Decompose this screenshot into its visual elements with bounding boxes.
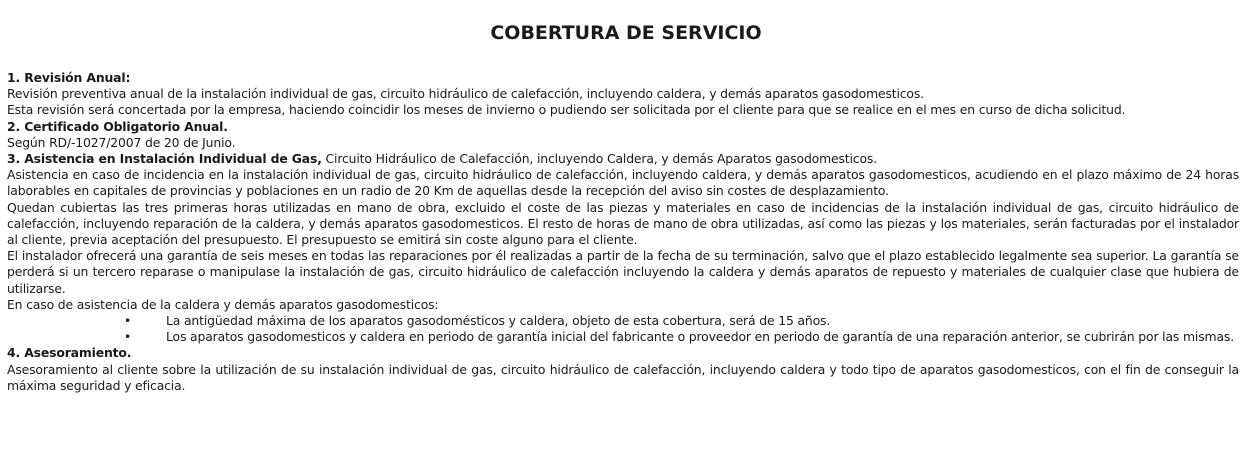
section-asesoramiento (7, 345, 1239, 394)
section-certificado-obligatorio (7, 119, 1239, 151)
section-asistencia (7, 151, 1239, 345)
title-spacer (7, 50, 1239, 70)
section-paragraph: Asistencia en caso de incidencia en la instalación individual de gas, circuito hidráulico de calefacción, incluyendo caldera, y demás aparatos gasodomesticos, acudiendo en el plazo máximo de 24 horas laborables en capitales de provincias y poblaciones en un radio de 20 Km de aquellas desde la recepción del aviso sin costes de desplazamiento. (7, 167, 1239, 199)
bullet-item (7, 313, 1239, 329)
section-heading-rest: Circuito Hidráulico de Calefacción, incluyendo Caldera, y demás Aparatos gasodomesticos. (321, 151, 877, 167)
document-title: COBERTURA DE SERVICIO (490, 22, 762, 44)
section-paragraph: Asesoramiento al cliente sobre la utilización de su instalación individual de gas, circuito hidráulico de calefacción, incluyendo caldera y todo tipo de aparatos gasodomesticos, con el fin de conseguir la máxima seguridad y eficacia. (7, 361, 1239, 393)
section-paragraph: Revisión preventiva anual de la instalación individual de gas, circuito hidráulico de calefacción, incluyendo caldera, y demás aparatos gasodomesticos. (7, 86, 924, 102)
section-heading: 2. Certificado Obligatorio Anual. (7, 118, 228, 134)
section-revision-anual (7, 70, 1239, 119)
document-page (7, 0, 1239, 394)
section-heading: 4. Asesoramiento. (7, 345, 132, 361)
section-heading-bold: 3. Asistencia en Instalación Individual de Gas, (7, 151, 322, 167)
bullet-text: La antigüedad máxima de los aparatos gasodomésticos y caldera, objeto de esta cobertura, será de 15 años. (166, 313, 831, 329)
section-heading: 1. Revisión Anual: (7, 70, 131, 85)
section-paragraph: Esta revisión será concertada por la empresa, haciendo coincidir los meses de invierno o pudiendo ser solicitada por el cliente para que se realice en el mes en curso de dicha solicitud. (7, 102, 1126, 118)
bullet-icon: • (124, 313, 132, 329)
section-paragraph: Quedan cubiertas las tres primeras horas utilizadas en mano de obra, excluido el coste de las piezas y materiales en caso de incidencias de la instalación individual de gas, circuito hidráulico de calefacción, incluyendo reparación de la caldera, y demás aparatos gasodomesticos. El resto de horas de mano de obra utilizadas, así como las piezas y los materiales, serán facturadas por el instalador al cliente, previa aceptación del presupuesto. El presupuesto se emitirá sin coste alguno para el cliente. (7, 199, 1239, 248)
bullet-item (7, 329, 1239, 345)
section-paragraph: En caso de asistencia de la caldera y demás aparatos gasodomesticos: (7, 296, 439, 312)
bullet-text: Los aparatos gasodomesticos y caldera en periodo de garantía inicial del fabricante o proveedor en periodo de garantía de una reparación anterior, se cubrirán por las mismas. (166, 329, 1234, 345)
bullet-icon: • (124, 329, 132, 345)
section-heading (7, 151, 1239, 167)
bullet-list (7, 313, 1239, 345)
section-paragraph: El instalador ofrecerá una garantía de seis meses en todas las reparaciones por él realizadas a partir de la fecha de su terminación, salvo que el plazo establecido legalmente sea superior. La garantía se perderá si un tercero reparase o manipulase la instalación de gas, circuito hidráulico de calefacción incluyendo la caldera y demás aparatos de repuesto y materiales de cualquier clase que hubiera de utilizarse. (7, 248, 1239, 296)
section-paragraph: Según RD/-1027/2007 de 20 de Junio. (7, 134, 236, 150)
